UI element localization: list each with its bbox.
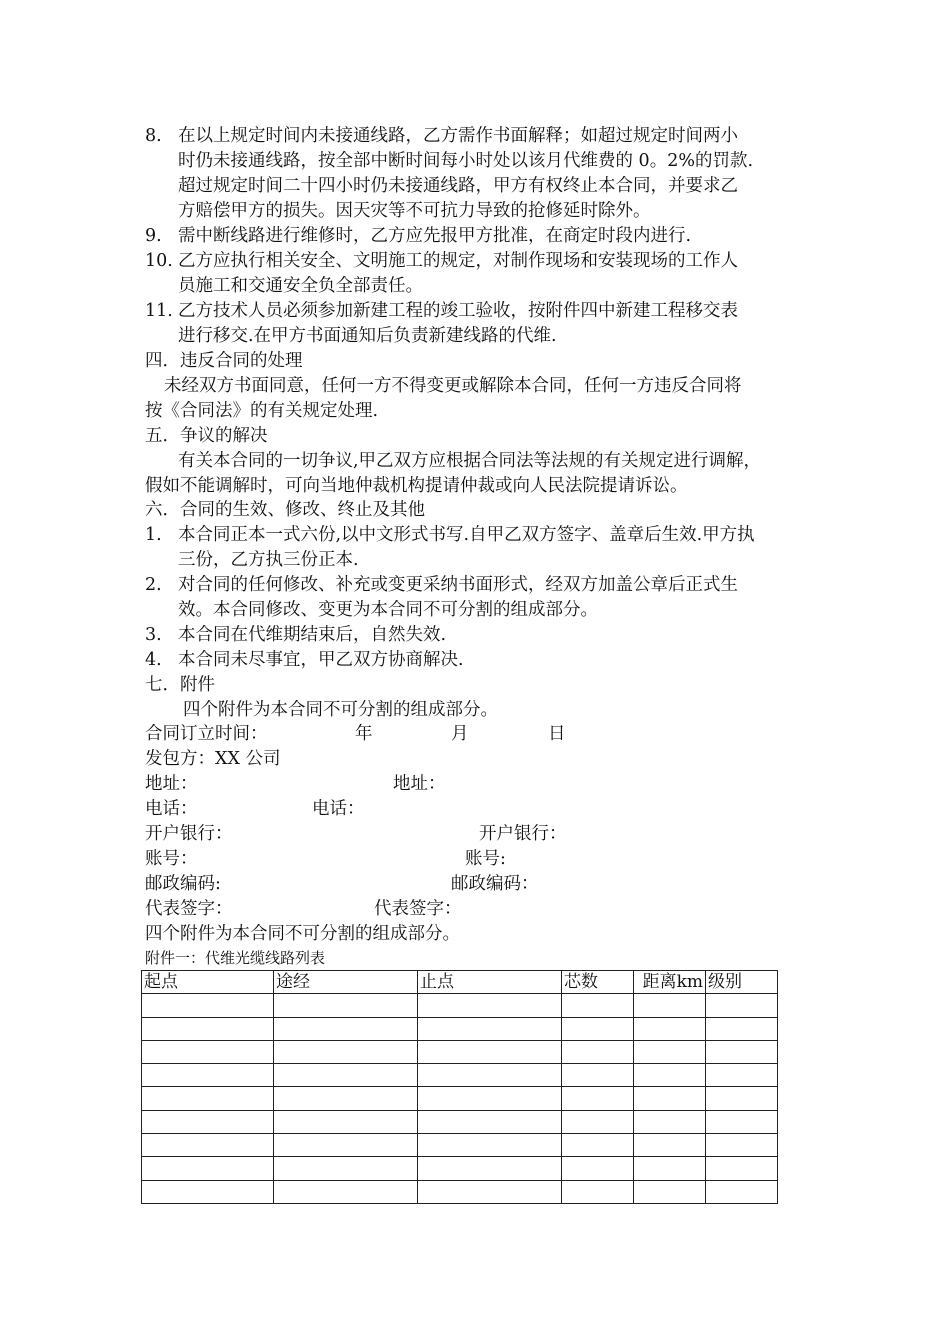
section-4-line-1: 未经双方书面同意，任何一方不得变更或解除本合同，任何一方违反合同将 (164, 376, 742, 396)
item-9-line-1: 需中断线路进行维修时，乙方应先报甲方批准，在商定时段内进行. (178, 226, 692, 246)
sign-address: 地址： (145, 774, 198, 794)
table-row (142, 1157, 778, 1180)
clause-4-line-1: 本合同未尽事宜，甲乙双方协商解决. (178, 650, 464, 670)
sign-address-2: 地址： (393, 774, 446, 794)
header-end: 止点 (418, 971, 562, 994)
annex-1-title: 附件一：代维光缆线路列表 (145, 949, 326, 967)
item-8-num: 8. (145, 126, 162, 146)
table-row (142, 1180, 778, 1203)
sign-day: 日 (548, 724, 566, 744)
clause-3-num: 3. (145, 625, 162, 645)
sign-year: 年 (355, 724, 373, 744)
header-via: 途经 (274, 971, 418, 994)
sign-tel: 电话： (145, 799, 198, 819)
header-distance: 距离km (634, 971, 706, 994)
sign-bank: 开户银行： (145, 824, 233, 844)
item-9-num: 9. (145, 226, 162, 246)
table-row (142, 1064, 778, 1087)
item-10-line-2: 员施工和交通安全负全部责任。 (178, 276, 423, 296)
table-row (142, 1087, 778, 1110)
item-8-line-2: 时仍未接通线路，按全部中断时间每小时处以该月代维费的 0。2%的罚款. (178, 151, 754, 171)
table-row (142, 1134, 778, 1157)
item-11-line-1: 乙方技术人员必须参加新建工程的竣工验收，按附件四中新建工程移交表 (178, 301, 738, 321)
item-11-line-2: 进行移交.在甲方书面通知后负责新建线路的代维. (178, 326, 557, 346)
item-11-num: 11. (145, 301, 173, 321)
clause-1-num: 1. (145, 525, 162, 545)
section-5-line-1: 有关本合同的一切争议,甲乙双方应根据合同法等法规的有关规定进行调解， (178, 451, 762, 471)
clause-2-line-1: 对合同的任何修改、补充或变更采纳书面形式，经双方加盖公章后正式生 (178, 575, 738, 595)
table-header-row (142, 971, 778, 994)
section-4-heading: 四．违反合同的处理 (145, 351, 303, 371)
section-5-line-2: 假如不能调解时，可向当地仲裁机构提请仲裁或向人民法院提请诉讼。 (145, 476, 688, 496)
table-row (142, 1040, 778, 1063)
item-10-line-1: 乙方应执行相关安全、文明施工的规定，对制作现场和安装现场的工作人 (178, 251, 738, 271)
clause-2-line-2: 效。本合同修改、变更为本合同不可分割的组成部分。 (178, 600, 598, 620)
sign-representative: 代表签字： (145, 899, 233, 919)
table-row (142, 994, 778, 1017)
clause-3-line-1: 本合同在代维期结束后，自然失效. (178, 625, 447, 645)
item-8-line-3: 超过规定时间二十四小时仍未接通线路，甲方有权终止本合同，并要求乙 (178, 176, 738, 196)
sign-bank-2: 开户银行： (479, 824, 567, 844)
sign-date-label: 合同订立时间： (145, 724, 268, 744)
sign-account: 账号： (145, 849, 198, 869)
sign-note: 四个附件为本合同不可分割的组成部分。 (145, 924, 460, 944)
sign-account-2: 账号: (465, 849, 506, 869)
header-grade: 级别 (706, 971, 778, 994)
section-7-line: 四个附件为本合同不可分割的组成部分。 (183, 700, 498, 720)
table-row (142, 1110, 778, 1133)
section-5-heading: 五．争议的解决 (145, 426, 268, 446)
sign-postcode: 邮政编码: (145, 874, 221, 894)
clause-1-line-2: 三份，乙方执三份正本. (178, 550, 359, 570)
table-row (142, 1017, 778, 1040)
header-cores: 芯数 (562, 971, 634, 994)
clause-4-num: 4. (145, 650, 162, 670)
header-start: 起点 (142, 971, 274, 994)
annex-1-table (141, 970, 778, 1204)
section-4-line-2: 按《合同法》的有关规定处理. (145, 401, 379, 421)
item-8-line-1: 在以上规定时间内未接通线路，乙方需作书面解释；如超过规定时间两小 (178, 126, 738, 146)
section-7-heading: 七．附件 (145, 675, 215, 695)
item-10-num: 10. (145, 251, 173, 271)
sign-party: 发包方：XX 公司 (145, 749, 281, 769)
sign-month: 月 (451, 724, 469, 744)
sign-postcode-2: 邮政编码： (451, 874, 539, 894)
clause-2-num: 2. (145, 575, 162, 595)
sign-tel-2: 电话： (312, 799, 365, 819)
sign-representative-2: 代表签字： (374, 899, 462, 919)
item-8-line-4: 方赔偿甲方的损失。因天灾等不可抗力导致的抢修延时除外。 (178, 201, 651, 221)
clause-1-line-1: 本合同正本一式六份,以中文形式书写.自甲乙双方签字、盖章后生效.甲方执 (178, 525, 755, 545)
section-6-heading: 六．合同的生效、修改、终止及其他 (145, 500, 425, 520)
